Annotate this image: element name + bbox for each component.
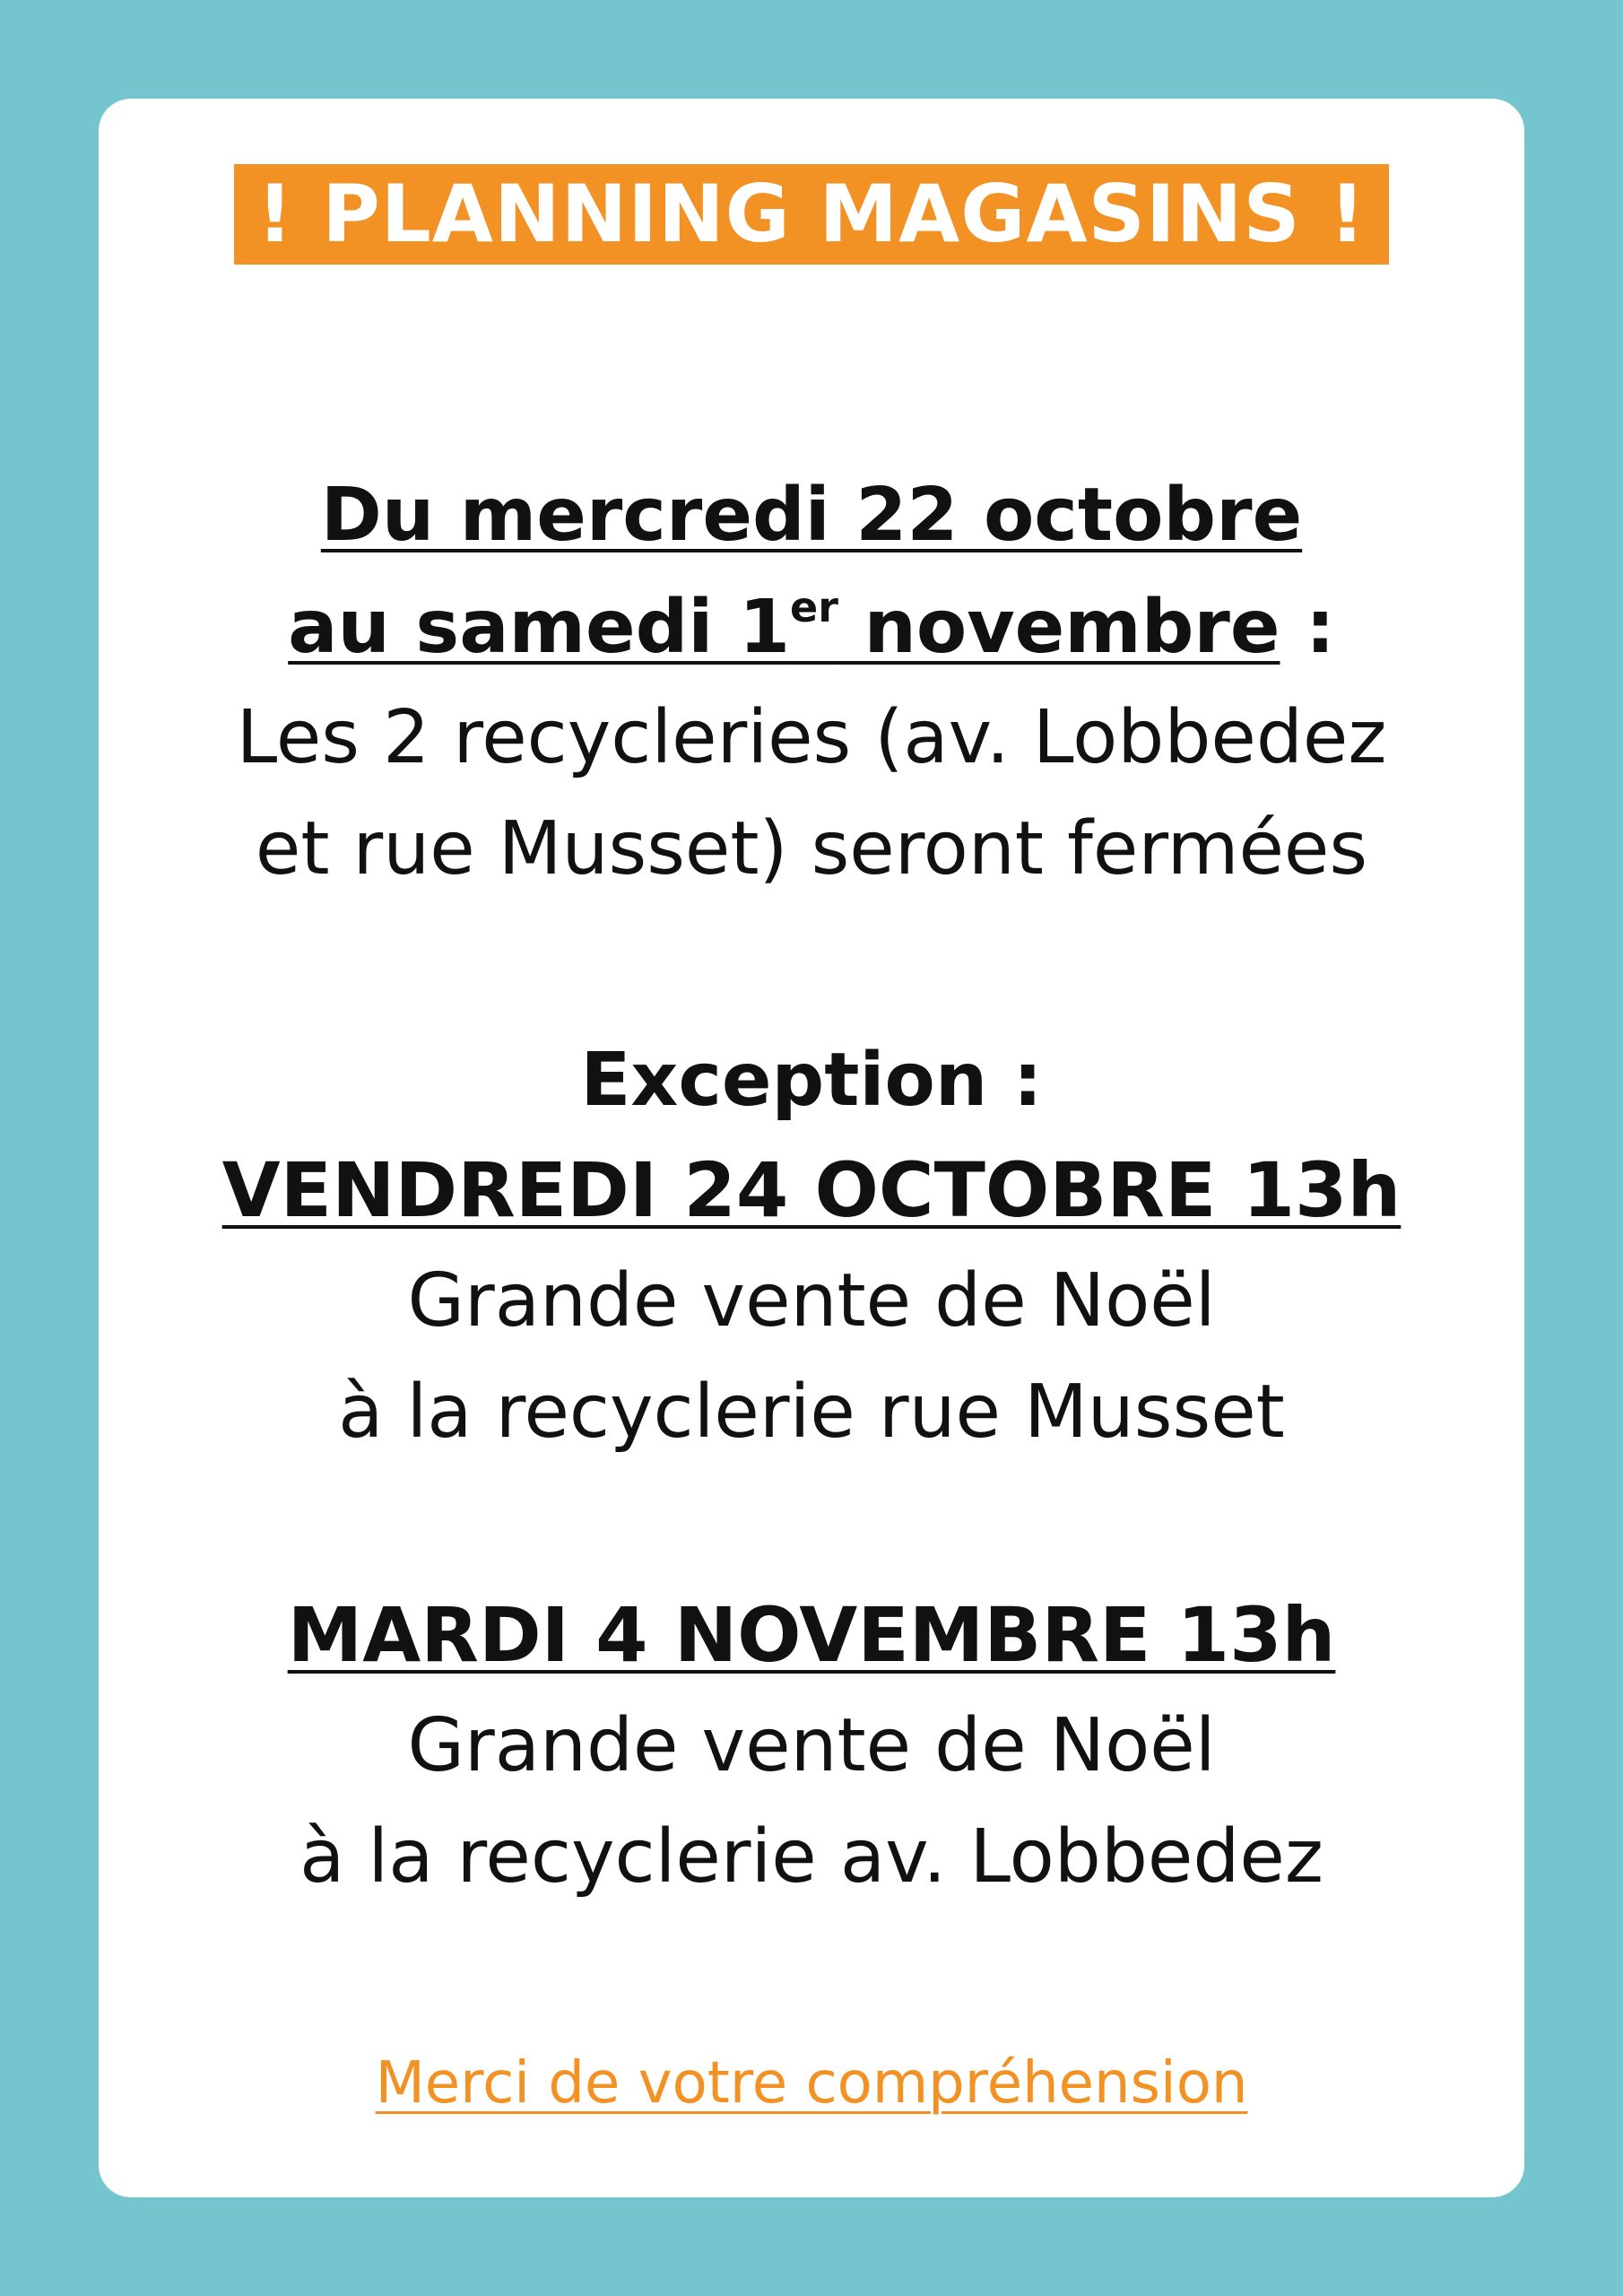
closure-date-end-month: novembre bbox=[864, 585, 1280, 670]
event-2-line-1: Grande vente de Noël bbox=[407, 1703, 1216, 1788]
thanks-text: Merci de votre compréhension bbox=[375, 2050, 1248, 2117]
closure-date-start: Du mercredi 22 octobre bbox=[320, 473, 1303, 558]
closure-date-end-superscript: er bbox=[790, 583, 838, 631]
event-1-date: VENDREDI 24 OCTOBRE 13h bbox=[221, 1146, 1402, 1234]
thanks-line bbox=[99, 2029, 1524, 2133]
event-2-date: MARDI 4 NOVEMBRE 13h bbox=[287, 1591, 1336, 1679]
closure-date-colon: : bbox=[1306, 585, 1335, 670]
closure-date-line-2 bbox=[99, 578, 1524, 677]
event-2-line-2: à la recyclerie av. Lobbedez bbox=[299, 1814, 1324, 1900]
event-2-date-line bbox=[99, 1586, 1524, 1684]
closure-date-end bbox=[288, 585, 1280, 670]
banner-title: ! PLANNING MAGASINS ! bbox=[234, 164, 1390, 265]
closure-date-line-1 bbox=[99, 466, 1524, 565]
closure-date-end-prefix: au samedi 1 bbox=[288, 585, 791, 670]
event-1-line-2: à la recyclerie rue Musset bbox=[338, 1370, 1285, 1455]
banner-container bbox=[99, 164, 1524, 265]
notice-card bbox=[99, 99, 1524, 2197]
exception-title: Exception : bbox=[580, 1038, 1043, 1123]
closure-text-line-2: et rue Musset) seront fermées bbox=[255, 806, 1368, 891]
event-1-line-1: Grande vente de Noël bbox=[407, 1258, 1216, 1344]
event-1-date-line bbox=[99, 1141, 1524, 1239]
closure-text-line-1: Les 2 recycleries (av. Lobbedez bbox=[236, 695, 1387, 780]
